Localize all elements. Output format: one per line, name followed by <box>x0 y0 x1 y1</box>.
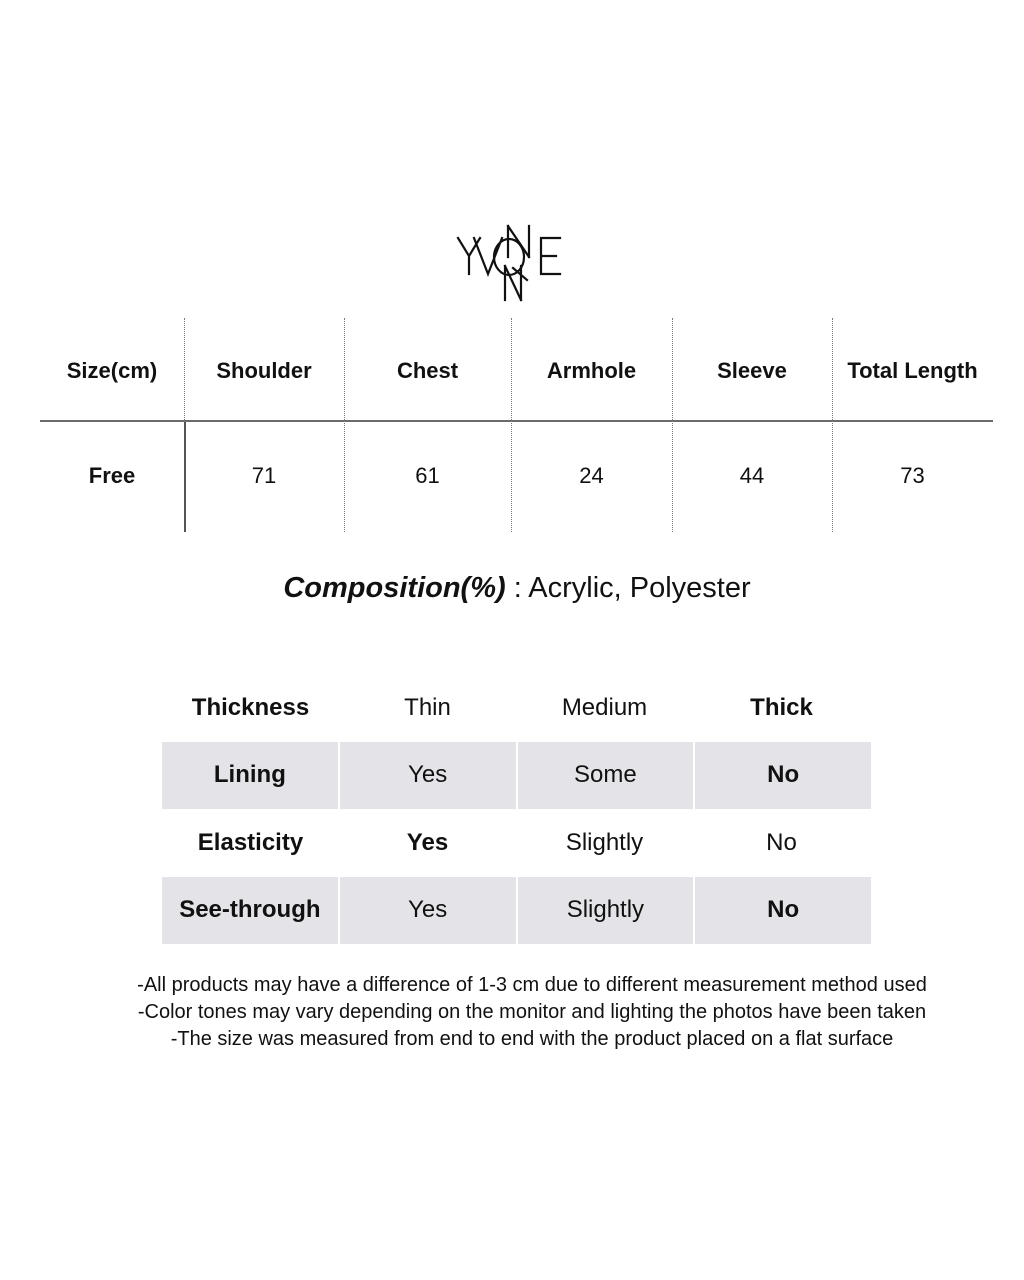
table-row <box>40 422 993 532</box>
header-armhole: Armhole <box>546 357 637 383</box>
armhole-value: 24 <box>579 463 604 488</box>
composition-label: Composition(%) <box>283 572 506 604</box>
fabric-row-lining <box>162 742 871 810</box>
header-shoulder: Shoulder <box>216 357 312 383</box>
note-line: -Color tones may vary depending on the monitor and lighting the photos have been taken <box>137 1001 927 1023</box>
chest-value: 61 <box>415 463 440 488</box>
fabric-option-selected: No <box>693 742 871 810</box>
fabric-row-see-through <box>162 877 871 945</box>
header-size: Size(cm) <box>66 357 158 383</box>
fabric-properties-table <box>162 674 871 944</box>
brand-logo <box>455 222 579 302</box>
fabric-option: Medium <box>561 693 648 721</box>
column-divider <box>832 318 833 532</box>
fabric-option-selected: No <box>693 877 871 945</box>
fabric-label: Thickness <box>191 693 310 721</box>
fabric-label: Lining <box>213 761 286 789</box>
fabric-option: Some <box>516 742 694 810</box>
total-length-value: 73 <box>900 463 925 488</box>
column-divider <box>344 318 345 532</box>
column-divider <box>184 318 185 422</box>
fabric-row-thickness <box>162 674 871 742</box>
composition-line <box>0 572 1024 605</box>
fabric-option: Slightly <box>516 877 694 945</box>
size-table <box>40 318 993 532</box>
column-divider <box>672 318 673 532</box>
composition-separator: : <box>505 572 529 604</box>
shoulder-value: 71 <box>251 463 277 488</box>
size-value: Free <box>88 463 136 488</box>
size-table-header <box>40 318 993 421</box>
fabric-option-selected: Thick <box>750 693 813 721</box>
fabric-label: See-through <box>179 896 321 924</box>
fabric-label: Elasticity <box>197 828 304 856</box>
note-line: -All products may have a difference of 1-3 cm due to different measurement method used <box>137 974 927 996</box>
note-line: -The size was measured from end to end with the product placed on a flat surface <box>170 1028 894 1050</box>
header-total-length: Total Length <box>847 357 978 383</box>
measurement-notes <box>0 972 1024 1053</box>
fabric-row-elasticity <box>162 809 871 877</box>
column-divider <box>511 318 512 532</box>
fabric-option-selected: Yes <box>406 828 449 856</box>
header-chest: Chest <box>396 357 459 383</box>
composition-value: Acrylic, Polyester <box>528 572 751 604</box>
fabric-option: Slightly <box>565 828 644 856</box>
header-sleeve: Sleeve <box>717 357 787 383</box>
column-divider <box>184 422 186 532</box>
fabric-option: Thin <box>404 693 451 721</box>
sleeve-value: 44 <box>739 463 765 488</box>
fabric-option: Yes <box>338 742 516 810</box>
fabric-option: Yes <box>338 877 516 945</box>
fabric-option: No <box>766 828 797 856</box>
